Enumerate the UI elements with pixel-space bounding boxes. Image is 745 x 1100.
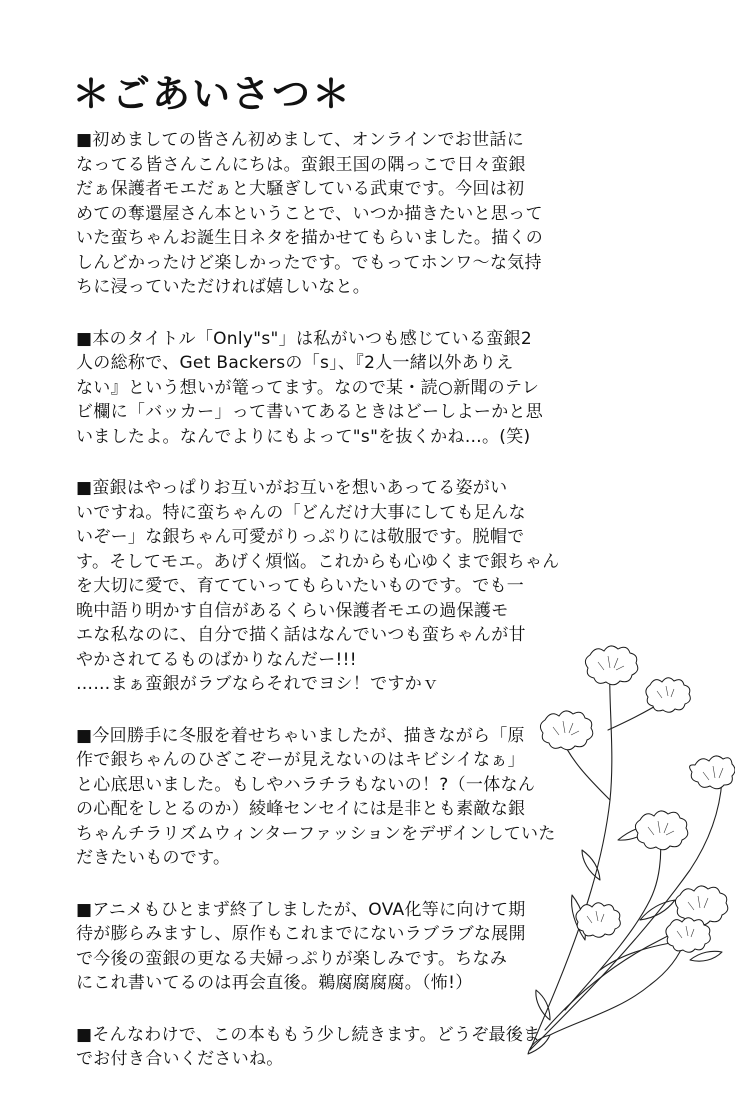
text-line: しんどかったけど楽しかったです。でもってホンワ～な気持 (76, 252, 542, 273)
text-line: だきたいものです。 (76, 848, 231, 868)
paragraph-5 (76, 898, 536, 996)
text-line: ちゃんチラリズムウィンターファッションをデザインしていた (76, 823, 556, 844)
text-line: いですね。特に蛮ちゃんの「どんだけ大事にしても足んな (76, 502, 526, 523)
text-line: ちに浸っていただければ嬉しいなと。 (76, 277, 371, 297)
text-line: ■アニメもひとまず終了しましたが、OVA化等に向けて期 (76, 899, 526, 920)
paragraph-1 (76, 128, 544, 300)
text-line: 作で銀ちゃんのひざこぞーが見えないのはキビシイなぁ」 (76, 750, 525, 770)
text-line: で今後の蛮銀の更なる夫婦っぷりが楽しみです。ちなみ (76, 948, 508, 969)
text-line: ■本のタイトル「Only"s"」は私がいつも感じている蛮銀2 (76, 328, 532, 349)
text-line: を大切に愛で、育てていってもらいたいものです。でも一 (76, 576, 525, 596)
text-line: やかされてるものばかりなんだー!!! (76, 649, 357, 670)
text-line: す。そしてモエ。あげく煩悩。これからも心ゆくまで銀ちゃん (76, 551, 560, 572)
text-line: なってる皆さんこんにちは。蛮銀王国の隅っこで日々蛮銀 (76, 154, 526, 175)
text-line: いぞー」な銀ちゃん可愛がりっぷりには敬服です。脱帽で (76, 527, 525, 547)
text-line: 人の総称で、Get Backersの「s」、『2人一緒以外ありえ (76, 353, 514, 373)
text-line: でお付き合いくださいね。 (76, 1049, 284, 1069)
text-line: にこれ書いてるのは再会直後。鵜腐腐腐腐。（怖!） (76, 973, 473, 993)
text-line: ■蛮銀はやっぱりお互いがお互いを想いあってる姿がい (76, 478, 508, 498)
text-line: ビ欄に「バッカー」って書いてあるときはどーしよーかと思 (76, 402, 544, 422)
paragraph-6 (76, 1023, 541, 1072)
text-line: ■今回勝手に冬服を着せちゃいましたが、描きながら「原 (76, 725, 525, 746)
text-line: 晩中語り明かす自信があるくらい保護者モエの過保護モ (76, 600, 509, 621)
text-line: と心底思いました。もしやハラチラもないの！?（一体なん (76, 774, 536, 795)
paragraph-2 (76, 327, 544, 450)
paragraph-3 (76, 476, 560, 697)
paragraph-4 (76, 724, 556, 871)
text-line: ない』という想いが篭ってます。なので某・読○新聞のテレ (76, 377, 540, 398)
text-line: いた蛮ちゃんお誕生日ネタを描かせてもらいました。描くの (76, 228, 544, 248)
text-line: ■初めましての皆さん初めまして、オンラインでお世話に (76, 130, 525, 150)
text-line: 待が膨らみますし、原作もこれまでにないラブラブな展開 (76, 924, 526, 944)
carnation-flowers-sketch-icon (490, 640, 735, 1060)
text-line: いましたよ。なんでよりにもよって"s"を抜くかね…。(笑) (76, 426, 531, 447)
text-line: ■そんなわけで、この本ももう少し続きます。どうぞ最後ま (76, 1024, 541, 1045)
text-line: めての奪還屋さん本ということで、いつか描きたいと思って (76, 203, 543, 224)
page-title: ＊ごあいさつ＊ (72, 72, 353, 116)
text-line: だぁ保護者モエだぁと大騒ぎしている武東です。今回は初 (76, 179, 525, 199)
text-line: ……まぁ蛮銀がラブならそれでヨシ！ですかｖ (76, 674, 440, 694)
text-line: エな私なのに、自分で描く話はなんでいつも蛮ちゃんが甘 (76, 625, 526, 645)
greeting-text (76, 128, 560, 1099)
text-line: の心配をしとるのか）綾峰センセイには是非とも素敵な銀 (76, 799, 526, 819)
